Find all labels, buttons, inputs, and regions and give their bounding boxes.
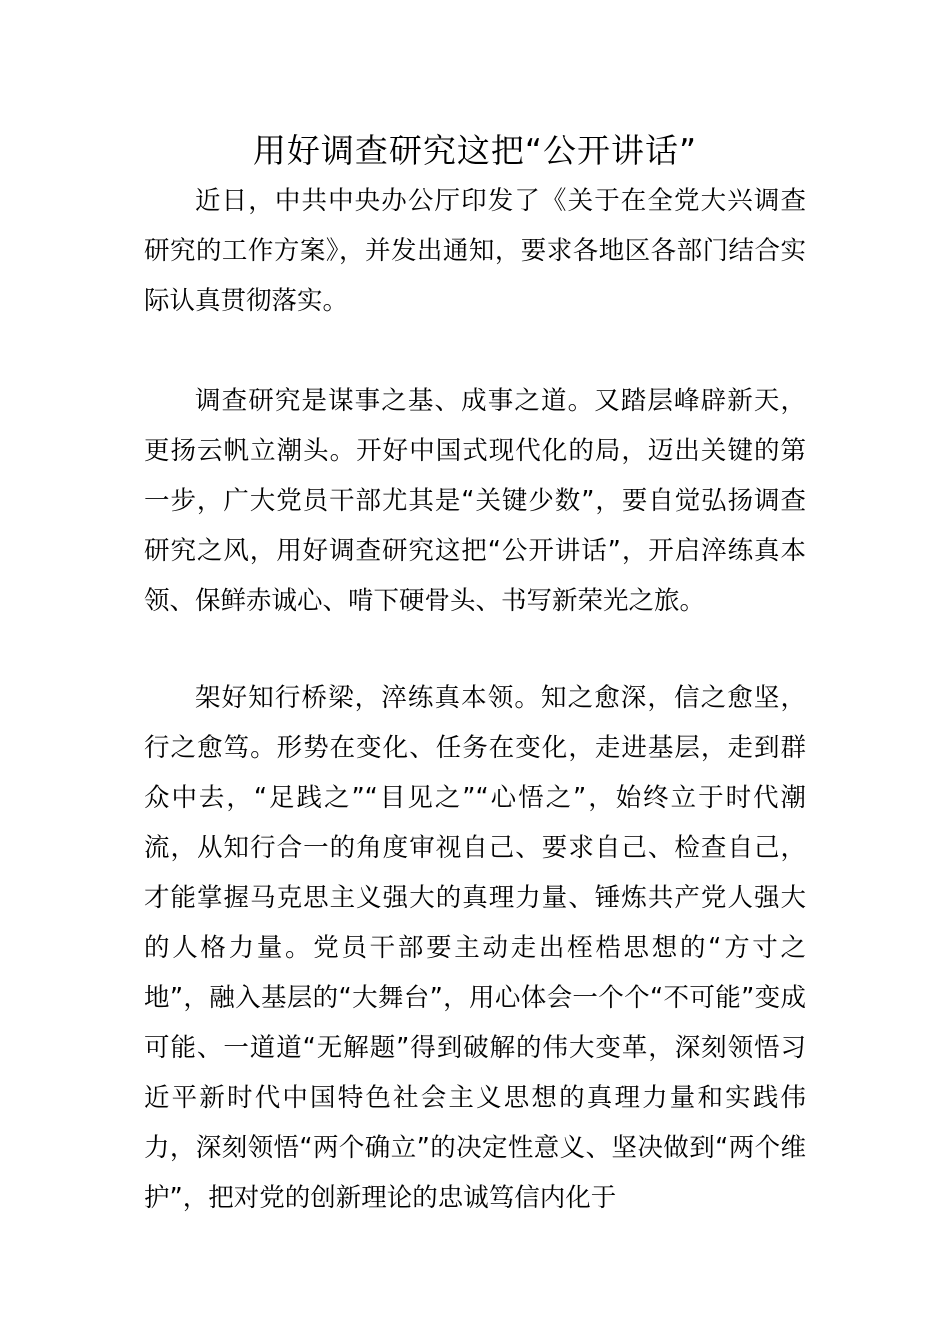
document-title: 用好调查研究这把“公开讲话”	[252, 131, 698, 170]
paragraph-intro: 近日，中共中央办公厅印发了《关于在全党大兴调查研究的工作方案》，并发出通知，要求各地区各部门结合实际认真贯彻落实。	[144, 186, 806, 316]
paragraph-knowledge-action: 架好知行桥梁，淬练真本领。知之愈深，信之愈坚，行之愈笃。形势在变化、任务在变化，走进基层，走到群众中去，“足践之”“目见之”“心悟之”，始终立于时代潮流，从知行合一的角度审视自己、要求自己、检查自己，才能掌握马克思主义强大的真理力量、锤炼共产党人强大的人格力量。党员干部要主动走出桎梏思想的“方寸之地”，融入基层的“大舞台”，用心体会一个个“不可能”变成可能、一道道“无解题”得到破解的伟大变革，深刻领悟习近平新时代中国特色社会主义思想的真理力量和实践伟力，深刻领悟“两个确立”的决定性意义、坚决做到“两个维护”，把对党的创新理论的忠诚笃信内化于	[144, 683, 806, 1213]
paragraph-research-foundation: 调查研究是谋事之基、成事之道。又踏层峰辟新天，更扬云帆立潮头。开好中国式现代化的局，迈出关键的第一步，广大党员干部尤其是“关键少数”，要自觉弘扬调查研究之风，用好调查研究这把“公开讲话”，开启淬练真本领、保鲜赤诚心、啃下硬骨头、书写新荣光之旅。	[144, 386, 806, 616]
